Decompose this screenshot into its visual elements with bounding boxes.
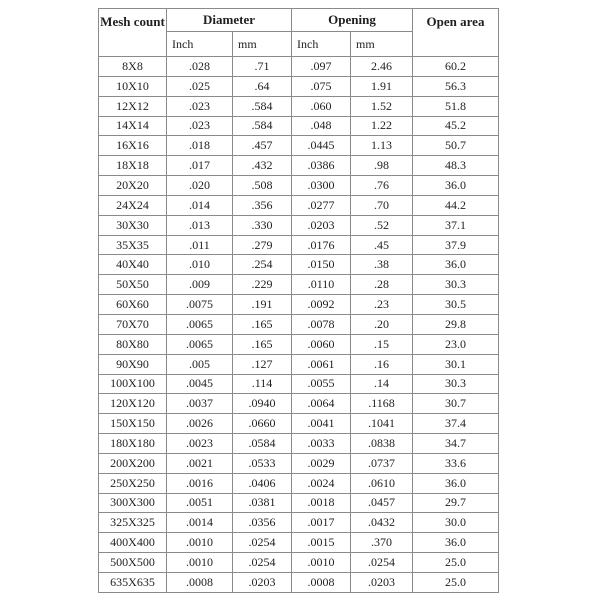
cell-opening-inch: .0018 [292, 493, 351, 513]
cell-opening-inch: .097 [292, 57, 351, 77]
cell-opening-mm: 1.13 [351, 136, 413, 156]
cell-diameter-mm: .356 [233, 195, 292, 215]
table-row [99, 473, 499, 493]
cell-opening-mm: .28 [351, 275, 413, 295]
cell-open-area: 37.1 [413, 215, 499, 235]
cell-mesh-count: 12X12 [99, 96, 167, 116]
cell-open-area: 36.0 [413, 176, 499, 196]
cell-diameter-inch: .023 [167, 96, 233, 116]
cell-open-area: 33.6 [413, 453, 499, 473]
cell-mesh-count: 180X180 [99, 434, 167, 454]
cell-opening-inch: .0176 [292, 235, 351, 255]
table-row [99, 215, 499, 235]
table-row [99, 434, 499, 454]
cell-diameter-inch: .0065 [167, 314, 233, 334]
table-row [99, 394, 499, 414]
cell-open-area: 51.8 [413, 96, 499, 116]
cell-opening-mm: .76 [351, 176, 413, 196]
cell-opening-mm: .0610 [351, 473, 413, 493]
sub-header-opening-inch: Inch [292, 32, 351, 57]
cell-opening-mm: .370 [351, 533, 413, 553]
cell-opening-inch: .075 [292, 76, 351, 96]
cell-diameter-mm: .0356 [233, 513, 292, 533]
table-row [99, 136, 499, 156]
cell-diameter-inch: .023 [167, 116, 233, 136]
cell-opening-inch: .048 [292, 116, 351, 136]
cell-opening-inch: .0060 [292, 334, 351, 354]
cell-open-area: 50.7 [413, 136, 499, 156]
cell-opening-mm: .45 [351, 235, 413, 255]
cell-opening-inch: .0150 [292, 255, 351, 275]
cell-opening-inch: .0033 [292, 434, 351, 454]
table-row [99, 533, 499, 553]
cell-opening-mm: 1.52 [351, 96, 413, 116]
cell-diameter-inch: .018 [167, 136, 233, 156]
cell-diameter-mm: .0254 [233, 553, 292, 573]
cell-mesh-count: 300X300 [99, 493, 167, 513]
table-row [99, 156, 499, 176]
cell-diameter-inch: .0021 [167, 453, 233, 473]
table-row [99, 414, 499, 434]
cell-diameter-mm: .64 [233, 76, 292, 96]
cell-opening-mm: .0254 [351, 553, 413, 573]
cell-opening-inch: .0078 [292, 314, 351, 334]
cell-diameter-mm: .0254 [233, 533, 292, 553]
cell-mesh-count: 400X400 [99, 533, 167, 553]
table-row [99, 255, 499, 275]
table-row [99, 275, 499, 295]
cell-opening-mm: .15 [351, 334, 413, 354]
table-row [99, 314, 499, 334]
cell-diameter-mm: .165 [233, 334, 292, 354]
cell-opening-mm: .0838 [351, 434, 413, 454]
cell-opening-inch: .0055 [292, 374, 351, 394]
cell-open-area: 30.7 [413, 394, 499, 414]
cell-opening-mm: .1168 [351, 394, 413, 414]
cell-diameter-mm: .508 [233, 176, 292, 196]
table-row [99, 553, 499, 573]
cell-open-area: 30.3 [413, 275, 499, 295]
cell-opening-inch: .0203 [292, 215, 351, 235]
cell-open-area: 25.0 [413, 553, 499, 573]
cell-open-area: 45.2 [413, 116, 499, 136]
cell-mesh-count: 150X150 [99, 414, 167, 434]
cell-mesh-count: 14X14 [99, 116, 167, 136]
table-row [99, 453, 499, 473]
table-row [99, 513, 499, 533]
cell-mesh-count: 325X325 [99, 513, 167, 533]
cell-opening-mm: .70 [351, 195, 413, 215]
cell-diameter-inch: .0026 [167, 414, 233, 434]
table-row [99, 354, 499, 374]
cell-opening-mm: 2.46 [351, 57, 413, 77]
cell-opening-inch: .0110 [292, 275, 351, 295]
cell-diameter-inch: .0037 [167, 394, 233, 414]
cell-diameter-mm: .330 [233, 215, 292, 235]
cell-open-area: 30.3 [413, 374, 499, 394]
cell-opening-mm: 1.91 [351, 76, 413, 96]
cell-opening-inch: .0092 [292, 295, 351, 315]
cell-open-area: 30.1 [413, 354, 499, 374]
cell-mesh-count: 16X16 [99, 136, 167, 156]
table-row [99, 116, 499, 136]
mesh-size-table [98, 8, 499, 593]
cell-diameter-mm: .0533 [233, 453, 292, 473]
cell-mesh-count: 18X18 [99, 156, 167, 176]
cell-mesh-count: 35X35 [99, 235, 167, 255]
cell-mesh-count: 70X70 [99, 314, 167, 334]
cell-diameter-mm: .0584 [233, 434, 292, 454]
cell-opening-inch: .0061 [292, 354, 351, 374]
col-header-mesh-count: Mesh count [99, 9, 167, 57]
cell-diameter-mm: .279 [233, 235, 292, 255]
cell-opening-inch: .0029 [292, 453, 351, 473]
cell-open-area: 25.0 [413, 572, 499, 592]
cell-diameter-mm: .254 [233, 255, 292, 275]
cell-opening-inch: .0017 [292, 513, 351, 533]
cell-open-area: 30.5 [413, 295, 499, 315]
cell-opening-inch: .0445 [292, 136, 351, 156]
cell-open-area: 30.0 [413, 513, 499, 533]
cell-opening-inch: .0010 [292, 553, 351, 573]
table-row [99, 374, 499, 394]
col-header-diameter: Diameter [167, 9, 292, 32]
cell-diameter-inch: .0016 [167, 473, 233, 493]
cell-mesh-count: 8X8 [99, 57, 167, 77]
cell-opening-mm: 1.22 [351, 116, 413, 136]
cell-opening-inch: .0015 [292, 533, 351, 553]
cell-opening-mm: .20 [351, 314, 413, 334]
cell-mesh-count: 635X635 [99, 572, 167, 592]
table-row [99, 493, 499, 513]
table-row [99, 96, 499, 116]
cell-diameter-mm: .0381 [233, 493, 292, 513]
cell-open-area: 48.3 [413, 156, 499, 176]
cell-mesh-count: 50X50 [99, 275, 167, 295]
cell-open-area: 36.0 [413, 473, 499, 493]
cell-diameter-inch: .014 [167, 195, 233, 215]
cell-diameter-inch: .028 [167, 57, 233, 77]
cell-diameter-mm: .432 [233, 156, 292, 176]
cell-mesh-count: 200X200 [99, 453, 167, 473]
cell-diameter-inch: .0045 [167, 374, 233, 394]
cell-mesh-count: 90X90 [99, 354, 167, 374]
cell-diameter-inch: .005 [167, 354, 233, 374]
cell-diameter-inch: .0065 [167, 334, 233, 354]
cell-opening-mm: .23 [351, 295, 413, 315]
cell-mesh-count: 20X20 [99, 176, 167, 196]
table-header-row-main [99, 9, 499, 32]
cell-opening-mm: .0203 [351, 572, 413, 592]
cell-opening-mm: .14 [351, 374, 413, 394]
cell-open-area: 34.7 [413, 434, 499, 454]
cell-open-area: 29.7 [413, 493, 499, 513]
sub-header-opening-mm: mm [351, 32, 413, 57]
table-body [99, 57, 499, 593]
cell-opening-inch: .0386 [292, 156, 351, 176]
cell-diameter-mm: .457 [233, 136, 292, 156]
table-row [99, 295, 499, 315]
cell-opening-inch: .0024 [292, 473, 351, 493]
cell-diameter-mm: .584 [233, 116, 292, 136]
cell-opening-mm: .52 [351, 215, 413, 235]
cell-diameter-inch: .011 [167, 235, 233, 255]
cell-diameter-inch: .010 [167, 255, 233, 275]
cell-diameter-mm: .584 [233, 96, 292, 116]
cell-open-area: 36.0 [413, 533, 499, 553]
cell-mesh-count: 24X24 [99, 195, 167, 215]
cell-diameter-inch: .013 [167, 215, 233, 235]
cell-diameter-inch: .0014 [167, 513, 233, 533]
cell-opening-inch: .0277 [292, 195, 351, 215]
cell-mesh-count: 80X80 [99, 334, 167, 354]
cell-diameter-mm: .0406 [233, 473, 292, 493]
cell-diameter-inch: .0023 [167, 434, 233, 454]
cell-mesh-count: 250X250 [99, 473, 167, 493]
cell-opening-mm: .98 [351, 156, 413, 176]
table-row [99, 334, 499, 354]
cell-opening-inch: .0300 [292, 176, 351, 196]
col-header-open-area: Open area [413, 9, 499, 57]
table-row [99, 195, 499, 215]
table-row [99, 572, 499, 592]
cell-mesh-count: 100X100 [99, 374, 167, 394]
cell-opening-mm: .16 [351, 354, 413, 374]
cell-diameter-mm: .0660 [233, 414, 292, 434]
cell-diameter-inch: .020 [167, 176, 233, 196]
cell-open-area: 44.2 [413, 195, 499, 215]
cell-mesh-count: 10X10 [99, 76, 167, 96]
cell-mesh-count: 500X500 [99, 553, 167, 573]
sub-header-diameter-mm: mm [233, 32, 292, 57]
cell-opening-mm: .0457 [351, 493, 413, 513]
cell-diameter-inch: .017 [167, 156, 233, 176]
cell-diameter-inch: .025 [167, 76, 233, 96]
table-row [99, 57, 499, 77]
cell-diameter-mm: .229 [233, 275, 292, 295]
cell-diameter-mm: .0203 [233, 572, 292, 592]
cell-opening-inch: .0041 [292, 414, 351, 434]
cell-diameter-inch: .0075 [167, 295, 233, 315]
cell-opening-mm: .0432 [351, 513, 413, 533]
cell-diameter-inch: .0008 [167, 572, 233, 592]
cell-mesh-count: 60X60 [99, 295, 167, 315]
cell-mesh-count: 30X30 [99, 215, 167, 235]
cell-mesh-count: 120X120 [99, 394, 167, 414]
cell-diameter-mm: .127 [233, 354, 292, 374]
cell-open-area: 36.0 [413, 255, 499, 275]
cell-diameter-inch: .0051 [167, 493, 233, 513]
table-row [99, 176, 499, 196]
cell-open-area: 29.8 [413, 314, 499, 334]
cell-opening-mm: .0737 [351, 453, 413, 473]
col-header-opening: Opening [292, 9, 413, 32]
cell-opening-inch: .0064 [292, 394, 351, 414]
cell-diameter-mm: .191 [233, 295, 292, 315]
sub-header-diameter-inch: Inch [167, 32, 233, 57]
table-row [99, 235, 499, 255]
cell-diameter-mm: .114 [233, 374, 292, 394]
cell-diameter-inch: .009 [167, 275, 233, 295]
cell-diameter-inch: .0010 [167, 533, 233, 553]
cell-diameter-inch: .0010 [167, 553, 233, 573]
table-row [99, 76, 499, 96]
cell-diameter-mm: .71 [233, 57, 292, 77]
cell-opening-mm: .38 [351, 255, 413, 275]
cell-open-area: 37.4 [413, 414, 499, 434]
cell-open-area: 23.0 [413, 334, 499, 354]
cell-opening-inch: .0008 [292, 572, 351, 592]
cell-open-area: 56.3 [413, 76, 499, 96]
cell-mesh-count: 40X40 [99, 255, 167, 275]
cell-open-area: 37.9 [413, 235, 499, 255]
cell-diameter-mm: .165 [233, 314, 292, 334]
cell-opening-inch: .060 [292, 96, 351, 116]
cell-open-area: 60.2 [413, 57, 499, 77]
cell-opening-mm: .1041 [351, 414, 413, 434]
cell-diameter-mm: .0940 [233, 394, 292, 414]
